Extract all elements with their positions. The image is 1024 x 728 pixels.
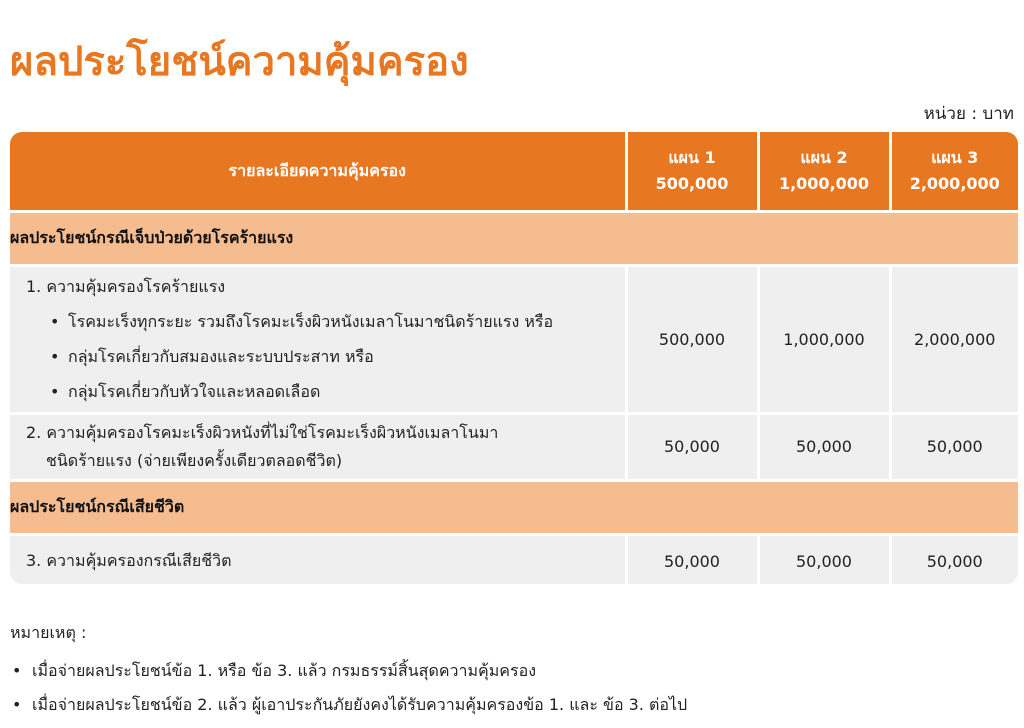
bullet-list: [26, 304, 615, 409]
row-title: 1. ความคุ้มครองโรคร้ายแรง: [26, 276, 226, 296]
plan-1-value: 50,000: [626, 534, 758, 584]
plan-3-value: 50,000: [890, 413, 1018, 480]
plan-2-name: แผน 2: [800, 147, 848, 167]
plan-1-value: 500,000: [626, 265, 758, 413]
section-title: ผลประโยชน์กรณีเสียชีวิต: [10, 480, 1018, 534]
plan-1-name: แผน 1: [668, 147, 716, 167]
plan-3-value: 50,000: [890, 534, 1018, 584]
table-row: [10, 534, 1018, 584]
unit-label: หน่วย : บาท: [923, 104, 1014, 124]
plan-2-value: 50,000: [758, 413, 890, 480]
plan-3-amount: 2,000,000: [909, 173, 1000, 193]
plan-1-value: 50,000: [626, 413, 758, 480]
list-item: • กลุ่มโรคเกี่ยวกับหัวใจและหลอดเลือด: [50, 374, 615, 409]
row-description: [10, 265, 626, 413]
list-item: • เมื่อจ่ายผลประโยชน์ข้อ 2. แล้ว ผู้เอาประกันภัยยังคงได้รับความคุ้มครองข้อ 1. และ ข้อ 3. ต่อไป: [10, 688, 687, 722]
plan-2-amount: 1,000,000: [778, 173, 870, 193]
header-plan-3: [890, 132, 1018, 211]
row-title-line-2: ชนิดร้ายแรง (จ่ายเพียงครั้งเดียวตลอดชีวิต): [46, 450, 343, 470]
plan-3-name: แผน 3: [931, 147, 979, 167]
notes-title: หมายเหตุ :: [10, 623, 87, 642]
section-row-critical-illness: [10, 211, 1018, 265]
plan-3-value: 2,000,000: [890, 265, 1018, 413]
header-plan-2: [758, 132, 890, 211]
list-item: • เมื่อจ่ายผลประโยชน์ข้อ 1. หรือ ข้อ 3. แล้ว กรมธรรม์สิ้นสุดความคุ้มครอง: [10, 654, 687, 688]
section-title: ผลประโยชน์กรณีเจ็บป่วยด้วยโรคร้ายแรง: [10, 211, 1018, 265]
plan-1-amount: 500,000: [655, 173, 729, 193]
row-description: [10, 413, 626, 480]
table-row: [10, 413, 1018, 480]
page-title: ผลประโยชน์ความคุ้มครอง: [10, 38, 469, 85]
list-item: • กลุ่มโรคเกี่ยวกับสมองและระบบประสาท หรือ: [50, 339, 615, 374]
section-row-death-benefit: [10, 480, 1018, 534]
list-item: • โรคมะเร็งทุกระยะ รวมถึงโรคมะเร็งผิวหนังเมลาโนมาชนิดร้ายแรง หรือ: [50, 304, 615, 339]
notes-section: [10, 620, 687, 722]
notes-list: [10, 654, 687, 722]
benefit-table-container: [10, 132, 1018, 584]
header-description: รายละเอียดความคุ้มครอง: [10, 132, 626, 211]
row-description: 3. ความคุ้มครองกรณีเสียชีวิต: [10, 534, 626, 584]
table-header-row: [10, 132, 1018, 211]
table-row: [10, 265, 1018, 413]
plan-2-value: 1,000,000: [758, 265, 890, 413]
row-title-line-1: 2. ความคุ้มครองโรคมะเร็งผิวหนังที่ไม่ใช่โรคมะเร็งผิวหนังเมลาโนมา: [26, 422, 499, 442]
plan-2-value: 50,000: [758, 534, 890, 584]
benefit-table: [10, 132, 1018, 584]
header-plan-1: [626, 132, 758, 211]
